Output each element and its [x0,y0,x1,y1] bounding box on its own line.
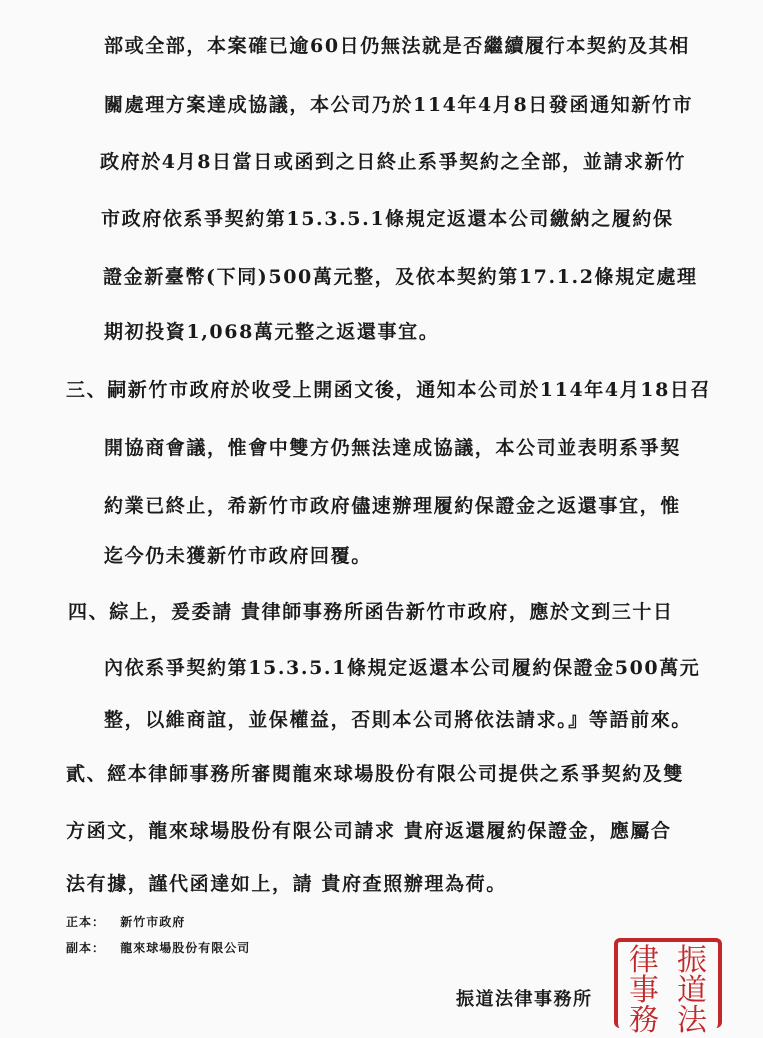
original-recipient-name: 新竹市政府 [120,915,186,929]
seal-char: 務 [629,1003,659,1038]
text-line: 整，以維商誼，並保權益，否則本公司將依法請求。』等語前來。 [104,709,692,731]
text-line: 證金新臺幣(下同)500萬元整，及依本契約第17.1.2條規定處理 [103,266,698,288]
seal-char: 法 [677,1003,707,1038]
list-item-four: 四、綜上，爰委請 貴律師事務所函告新竹市政府，應於文到三十日 [68,601,674,623]
text-line: 關處理方案達成協議，本公司乃於114年4月8日發函通知新竹市 [104,94,694,116]
original-label: 正本： [66,915,106,929]
list-item-three: 三、嗣新竹市政府於收受上開函文後，通知本公司於114年4月18日召 [66,379,712,401]
text-line: 政府於4月8日當日或函到之日終止系爭契約之全部，並請求新竹 [100,151,686,173]
seal-char: 事 [629,973,659,1008]
original-recipient [66,913,185,930]
copy-label: 副本： [66,941,106,955]
text-line: 市政府依系爭契約第15.3.5.1條規定返還本公司繳納之履約保 [101,208,674,230]
text-line: 約業已終止，希新竹市政府儘速辦理履約保證金之返還事宜，惟 [104,495,681,517]
text-line: 方函文，龍來球場股份有限公司請求 貴府返還履約保證金，應屬合 [66,820,672,842]
text-line: 部或全部，本案確已逾60日仍無法就是否繼續履行本契約及其相 [104,35,690,57]
text-line: 內依系爭契約第15.3.5.1條規定返還本公司履約保證金500萬元 [104,657,701,679]
text-line: 開協商會議，惟會中雙方仍無法達成協議，本公司並表明系爭契 [104,437,681,459]
section-two-heading: 貳、經本律師事務所審閱龍來球場股份有限公司提供之系爭契約及雙 [66,763,685,785]
seal-char: 道 [677,973,707,1008]
seal-char: 律 [629,943,659,978]
text-line: 迄今仍未獲新竹市政府回覆。 [104,545,372,567]
copy-recipient [66,939,250,956]
text-line: 期初投資1,068萬元整之返還事宜。 [104,321,440,343]
seal-char: 振 [677,943,707,978]
law-firm-seal-icon [614,938,722,1038]
law-firm-name: 振道法律事務所 [456,989,593,1010]
copy-recipient-name: 龍來球場股份有限公司 [120,941,251,955]
text-line: 法有據，謹代函達如上，請 貴府查照辦理為荷。 [66,873,507,895]
